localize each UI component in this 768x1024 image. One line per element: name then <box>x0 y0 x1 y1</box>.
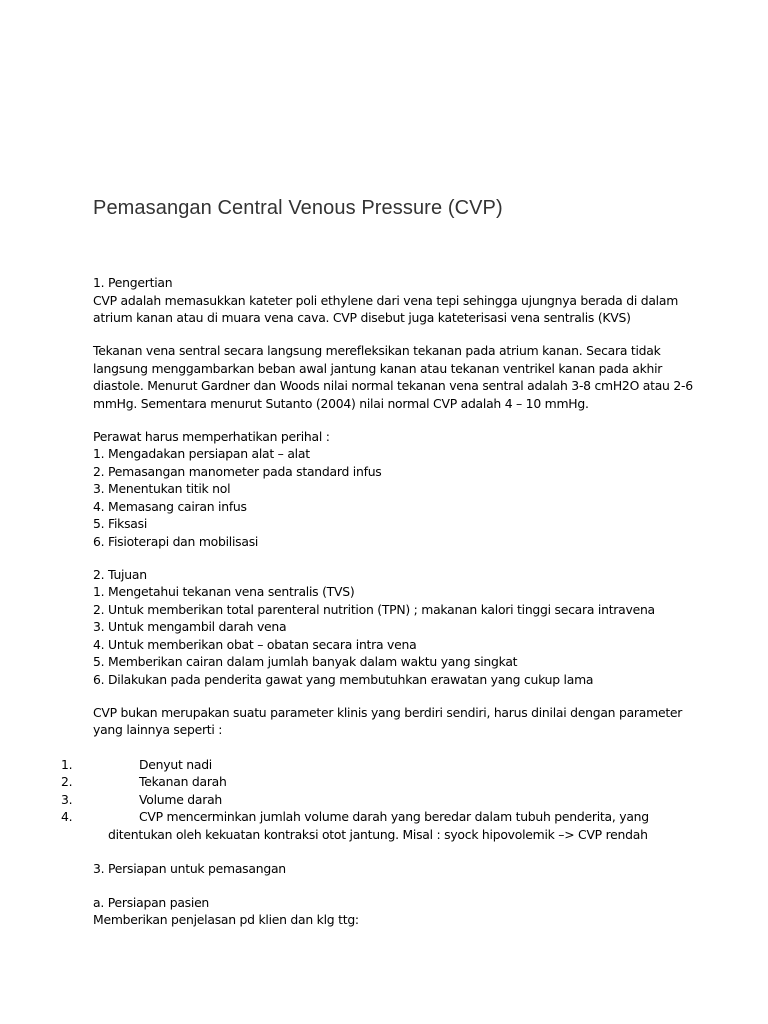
list-item: CVP mencerminkan jumlah volume darah yang beredar dalam tubuh penderita, yang <box>139 809 649 824</box>
list-item: 3. Untuk mengambil darah vena <box>93 619 287 634</box>
paragraph-line: mmHg. Sementara menurut Sutanto (2004) nilai normal CVP adalah 4 – 10 mmHg. <box>93 396 589 411</box>
list-item: Tekanan darah <box>139 774 227 789</box>
section-heading-pengertian: 1. Pengertian <box>93 275 173 290</box>
list-item: Denyut nadi <box>139 757 213 772</box>
list-item-continuation: ditentukan oleh kekuatan kontraksi otot jantung. Misal : syock hipovolemik –> CVP rendah <box>108 827 648 842</box>
list-item: 1. Mengadakan persiapan alat – alat <box>93 446 310 461</box>
paragraph-line: atrium kanan atau di muara vena cava. CVP disebut juga kateterisasi vena sentralis (KVS) <box>93 310 631 325</box>
paragraph-line: CVP adalah memasukkan kateter poli ethylene dari vena tepi sehingga ujungnya berada di dalam <box>93 293 679 308</box>
paragraph-line: Tekanan vena sentral secara langsung merefleksikan tekanan pada atrium kanan. Secara tidak <box>93 343 661 358</box>
list-item: 3. Menentukan titik nol <box>93 481 231 496</box>
paragraph-line: Memberikan penjelasan pd klien dan klg ttg: <box>93 912 359 927</box>
list-item: 1. Mengetahui tekanan vena sentralis (TVS) <box>93 584 355 599</box>
list-item: 4. Untuk memberikan obat – obatan secara intra vena <box>93 637 417 652</box>
page-title: Pemasangan Central Venous Pressure (CVP) <box>93 197 503 219</box>
section-heading-persiapan: 3. Persiapan untuk pemasangan <box>93 861 286 876</box>
list-item: 4. Memasang cairan infus <box>93 499 247 514</box>
list-number: 4. <box>61 809 73 824</box>
paragraph-line: CVP bukan merupakan suatu parameter klinis yang berdiri sendiri, harus dinilai dengan parameter <box>93 705 683 720</box>
list-item: 5. Fiksasi <box>93 516 148 531</box>
list-item: 6. Dilakukan pada penderita gawat yang membutuhkan erawatan yang cukup lama <box>93 672 594 687</box>
list-item: 2. Pemasangan manometer pada standard infus <box>93 464 382 479</box>
section-heading-tujuan: 2. Tujuan <box>93 567 147 582</box>
list-number: 3. <box>61 792 73 807</box>
list-item: Volume darah <box>139 792 223 807</box>
list-number: 2. <box>61 774 73 789</box>
perawat-heading: Perawat harus memperhatikan perihal : <box>93 429 330 444</box>
list-item: 5. Memberikan cairan dalam jumlah banyak dalam waktu yang singkat <box>93 654 518 669</box>
paragraph-line: langsung menggambarkan beban awal jantung kanan atau tekanan ventrikel kanan pada akhir <box>93 361 663 376</box>
paragraph-line: diastole. Menurut Gardner dan Woods nilai normal tekanan vena sentral adalah 3-8 cmH2O atau 2-6 <box>93 378 693 393</box>
list-number: 1. <box>61 757 73 772</box>
sub-heading: a. Persiapan pasien <box>93 895 210 910</box>
paragraph-line: yang lainnya seperti : <box>93 722 223 737</box>
list-item: 6. Fisioterapi dan mobilisasi <box>93 534 259 549</box>
list-item: 2. Untuk memberikan total parenteral nutrition (TPN) ; makanan kalori tinggi secara intravena <box>93 602 655 617</box>
